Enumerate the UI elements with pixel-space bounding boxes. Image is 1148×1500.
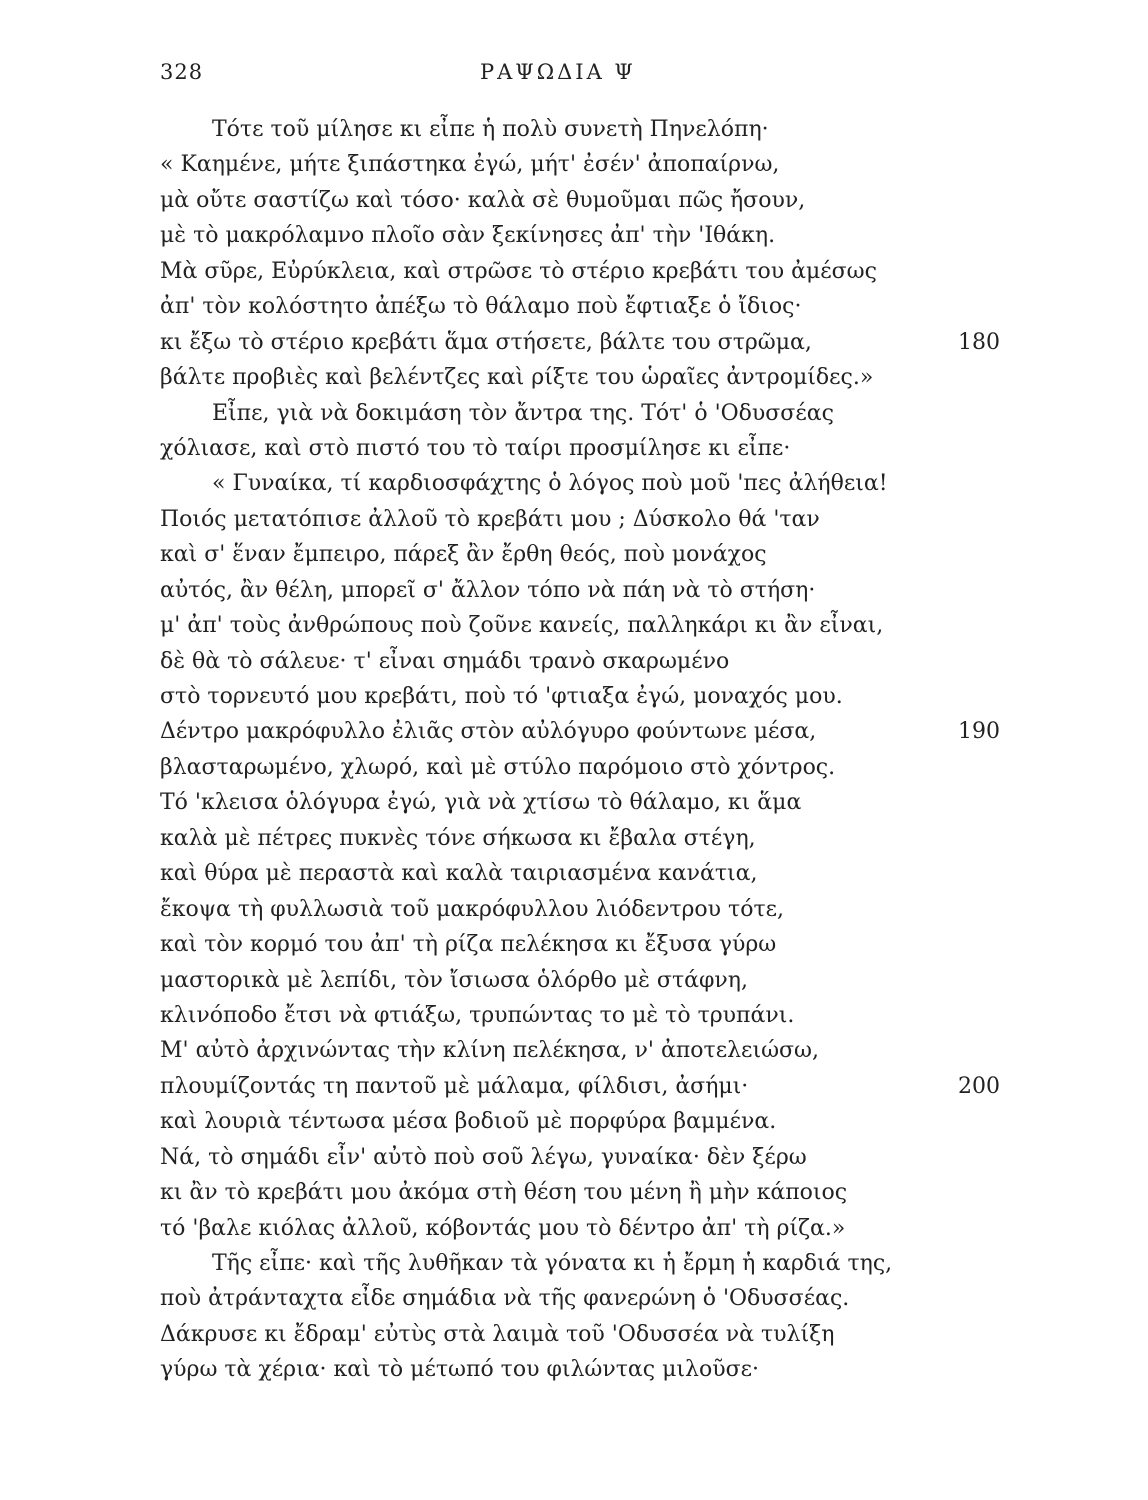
verse-line-text: « Γυναίκα, τί καρδιοσφάχτης ὁ λόγος ποὺ μοῦ 'πες ἀλήθεια! [212, 471, 888, 497]
verse-line [160, 679, 1020, 714]
verse-line-text: ἀπ' τὸν κολόστητο ἀπέξω τὸ θάλαμο ποὺ ἔφτιαξε ὁ ἴδιος· [160, 294, 802, 320]
verse-line [160, 963, 1020, 998]
verse-line-text: Τότε τοῦ μίλησε κι εἶπε ἡ πολὺ συνετὴ Πηνελόπη· [212, 117, 769, 142]
verse-line [160, 644, 1020, 679]
running-head [0, 60, 1148, 90]
verse-body [160, 112, 1020, 1388]
verse-line-text: Ποιός μετατόπισε ἀλλοῦ τὸ κρεβάτι μου ; Δύσκολο θά 'ταν [160, 506, 820, 532]
verse-line-text: καὶ τὸν κορμό του ἀπ' τὴ ρίζα πελέκησα κι ἔξυσα γύρω [160, 932, 777, 958]
verse-line [160, 396, 1020, 431]
page-number: 328 [160, 60, 204, 84]
verse-line [160, 821, 1020, 856]
line-number: 190 [958, 719, 1000, 745]
verse-line-text: βλασταρωμένο, χλωρό, καὶ μὲ στύλο παρόμοιο στὸ χόντρος. [160, 754, 836, 780]
verse-line [160, 998, 1020, 1033]
verse-line-text: καὶ θύρα μὲ περαστὰ καὶ καλὰ ταιριασμένα κανάτια, [160, 861, 758, 887]
verse-line [160, 218, 1020, 253]
verse-line [160, 750, 1020, 785]
verse-line-text: κλινόποδο ἔτσι νὰ φτιάξω, τρυπώντας το μὲ τὸ τρυπάνι. [160, 1002, 795, 1028]
verse-line-text: στὸ τορνευτό μου κρεβάτι, ποὺ τό 'φτιαξα ἐγώ, μοναχός μου. [160, 684, 843, 709]
verse-line [160, 1211, 1020, 1246]
verse-line [160, 1140, 1020, 1175]
verse-line [160, 1033, 1020, 1068]
verse-line-text: μ' ἀπ' τοὺς ἀνθρώπους ποὺ ζοῦνε κανείς, παλληκάρι κι ἂν εἶναι, [160, 613, 884, 639]
verse-line-text: Δάκρυσε κι ἔδραμ' εὐτὺς στὰ λαιμὰ τοῦ 'Οδυσσέα νὰ τυλίξη [160, 1321, 835, 1347]
verse-line [160, 112, 1020, 147]
verse-line [160, 431, 1020, 466]
verse-line [160, 573, 1020, 608]
verse-line [160, 785, 1020, 820]
verse-line [160, 254, 1020, 289]
verse-line-text: κι ἂν τὸ κρεβάτι μου ἀκόμα στὴ θέση του μένη ἢ μὴν κάποιος [160, 1180, 848, 1206]
verse-line [160, 502, 1020, 537]
book-title: ΡΑΨΩΔΙΑ Ψ [480, 60, 636, 84]
verse-line [160, 147, 1020, 182]
verse-line-text: αὐτός, ἂν θέλη, μπορεῖ σ' ἄλλον τόπο νὰ πάη νὰ τὸ στήση· [160, 577, 816, 603]
verse-line-text: καὶ σ' ἕναν ἔμπειρο, πάρεξ ἂν ἔρθη θεός, ποὺ μονάχος [160, 542, 767, 568]
verse-line [160, 183, 1020, 218]
verse-line [160, 1352, 1020, 1387]
verse-line-text: μὰ οὔτε σαστίζω καὶ τόσο· καλὰ σὲ θυμοῦμαι πῶς ἤσουν, [160, 187, 806, 213]
verse-line [160, 1069, 1020, 1104]
verse-line [160, 892, 1020, 927]
verse-line-text: καὶ λουριὰ τέντωσα μέσα βοδιοῦ μὲ πορφύρα βαμμένα. [160, 1109, 777, 1135]
verse-line-text: δὲ θὰ τὸ σάλευε· τ' εἶναι σημάδι τρανὸ σκαρωμένο [160, 648, 730, 674]
verse-line-text: πλουμίζοντάς τη παντοῦ μὲ μάλαμα, φίλδισι, ἀσήμι· [160, 1073, 749, 1099]
verse-line [160, 856, 1020, 891]
verse-line [160, 1246, 1020, 1281]
verse-line-text: καλὰ μὲ πέτρες πυκνὲς τόνε σήκωσα κι ἔβαλα στέγη, [160, 825, 756, 851]
verse-line [160, 608, 1020, 643]
verse-line-text: ποὺ ἀτράνταχτα εἶδε σημάδια νὰ τῆς φανερώνη ὁ 'Οδυσσέας. [160, 1286, 850, 1312]
verse-line [160, 360, 1020, 395]
verse-line [160, 289, 1020, 324]
verse-line-text: τό 'βαλε κιόλας ἀλλοῦ, κόβοντάς μου τὸ δέντρο ἀπ' τὴ ρίζα.» [160, 1215, 846, 1241]
verse-line [160, 537, 1020, 572]
verse-line-text: ἔκοψα τὴ φυλλωσιὰ τοῦ μακρόφυλλου λιόδεντρου τότε, [160, 896, 785, 922]
verse-line [160, 325, 1020, 360]
verse-line-text: Μὰ σῦρε, Εὐρύκλεια, καὶ στρῶσε τὸ στέριο κρεβάτι του ἀμέσως [160, 258, 877, 284]
verse-line [160, 1104, 1020, 1139]
verse-line-text: Τό 'κλεισα ὁλόγυρα ἐγώ, γιὰ νὰ χτίσω τὸ θάλαμο, κι ἅμα [160, 790, 802, 816]
verse-line [160, 1317, 1020, 1352]
verse-line [160, 714, 1020, 749]
verse-line [160, 1281, 1020, 1316]
verse-line-text: « Καημένε, μήτε ξιπάστηκα ἐγώ, μήτ' ἐσέν' ἀποπαίρνω, [160, 152, 780, 178]
verse-line-text: γύρω τὰ χέρια· καὶ τὸ μέτωπό του φιλώντας μιλοῦσε· [160, 1357, 759, 1383]
line-number: 180 [958, 329, 1000, 355]
verse-line-text: Δέντρο μακρόφυλλο ἐλιᾶς στὸν αὐλόγυρο φούντωνε μέσα, [160, 719, 817, 745]
line-number: 200 [958, 1073, 1000, 1099]
verse-line-text: μὲ τὸ μακρόλαμνο πλοῖο σὰν ξεκίνησες ἀπ' τὴν 'Ιθάκη. [160, 223, 776, 249]
verse-line [160, 927, 1020, 962]
verse-line-text: κι ἔξω τὸ στέριο κρεβάτι ἅμα στήσετε, βάλτε του στρῶμα, [160, 329, 812, 355]
verse-line-text: Τῆς εἶπε· καὶ τῆς λυθῆκαν τὰ γόνατα κι ἡ ἔρμη ἡ καρδιά της, [212, 1251, 893, 1276]
verse-line-text: μαστορικὰ μὲ λεπίδι, τὸν ἴσιωσα ὁλόρθο μὲ στάφνη, [160, 967, 748, 993]
verse-line [160, 466, 1020, 501]
verse-line [160, 1175, 1020, 1210]
verse-line-text: Εἶπε, γιὰ νὰ δοκιμάση τὸν ἄντρα της. Τότ' ὁ 'Οδυσσέας [212, 400, 834, 426]
verse-line-text: Μ' αὐτὸ ἀρχινώντας τὴν κλίνη πελέκησα, ν' ἀποτελειώσω, [160, 1038, 819, 1064]
verse-line-text: χόλιασε, καὶ στὸ πιστό του τὸ ταίρι προσμίλησε κι εἶπε· [160, 435, 791, 461]
verse-line-text: βάλτε προβιὲς καὶ βελέντζες καὶ ρίξτε του ὡραῖες ἀντρομίδες.» [160, 365, 874, 391]
verse-line-text: Νά, τὸ σημάδι εἶν' αὐτὸ ποὺ σοῦ λέγω, γυναίκα· δὲν ξέρω [160, 1144, 807, 1170]
